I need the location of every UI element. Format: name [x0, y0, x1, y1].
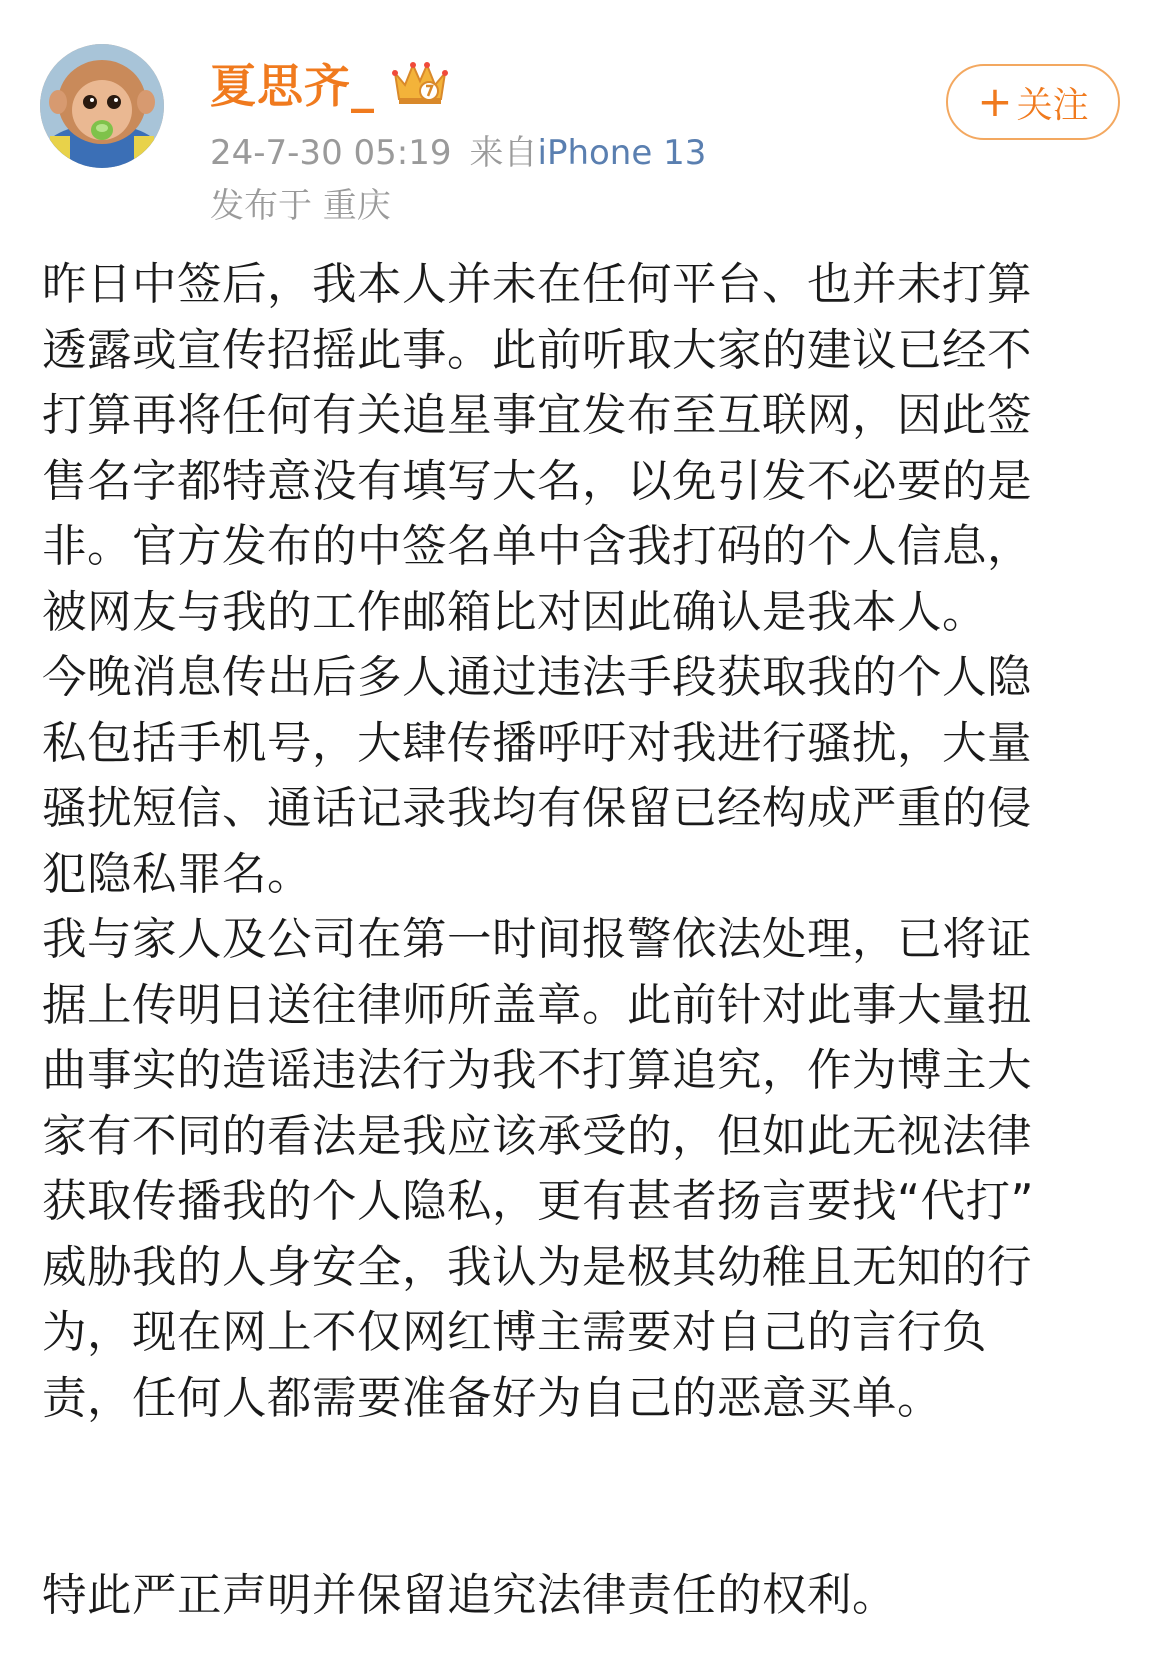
post-location: 发布于 重庆	[210, 186, 391, 226]
post-line: 为，现在网上不仅网红博主需要对自己的言行负	[42, 1307, 988, 1358]
post-line: 获取传播我的个人隐私，更有甚者扬言要找“代打”	[42, 1176, 1035, 1227]
monkey-avatar-icon[interactable]	[40, 44, 164, 168]
post-line: 打算再将任何有关追星事宜发布至互联网，因此签	[42, 390, 1033, 441]
post-body	[42, 252, 1132, 1431]
post-line: 据上传明日送往律师所盖章。此前针对此事大量扭	[42, 979, 1033, 1031]
post-source[interactable]: iPhone 13	[537, 133, 707, 173]
post-line: 私包括手机号，大肆传播呼吁对我进行骚扰，大量	[42, 717, 1033, 769]
post-line: 被网友与我的工作邮箱比对因此确认是我本人。	[42, 586, 988, 638]
follow-button[interactable]	[946, 64, 1120, 140]
post-line: 家有不同的看法是我应该承受的，但如此无视法律	[42, 1110, 1033, 1162]
post-line: 曲事实的造谣违法行为我不打算追究，作为博主大	[42, 1045, 1033, 1096]
post-header	[0, 0, 1170, 230]
post-line: 透露或宣传招摇此事。此前听取大家的建议已经不	[42, 324, 1033, 376]
post-line: 威胁我的人身安全，我认为是极其幼稚且无知的行	[42, 1241, 1033, 1293]
post-line: 骚扰短信、通话记录我均有保留已经构成严重的侵	[42, 783, 1033, 834]
post-line: 我与家人及公司在第一时间报警依法处理，已将证	[42, 914, 1033, 965]
post-line: 今晚消息传出后多人通过违法手段获取我的个人隐	[42, 652, 1033, 703]
post-meta	[210, 130, 890, 176]
post-line: 责，任何人都需要准备好为自己的恶意买单。	[42, 1372, 943, 1424]
user-info	[210, 50, 890, 230]
username-row	[210, 50, 890, 116]
post-line: 犯隐私罪名。	[42, 848, 313, 900]
post-closing: 特此严正声明并保留追究法律责任的权利。	[42, 1570, 898, 1621]
post-line: 售名字都特意没有填写大名，以免引发不必要的是	[42, 455, 1033, 507]
follow-label: 关注	[1016, 84, 1089, 126]
username[interactable]: 夏思齐_	[210, 59, 375, 113]
plus-icon: +	[977, 77, 1013, 126]
post-line: 非。官方发布的中签名单中含我打码的个人信息，	[42, 521, 1033, 572]
crown-badge-icon[interactable]	[389, 59, 451, 107]
post-timestamp: 24-7-30 05:19	[210, 133, 452, 173]
post-line: 昨日中签后，我本人并未在任何平台、也并未打算	[42, 259, 1033, 310]
source-prefix: 来自	[469, 133, 538, 173]
